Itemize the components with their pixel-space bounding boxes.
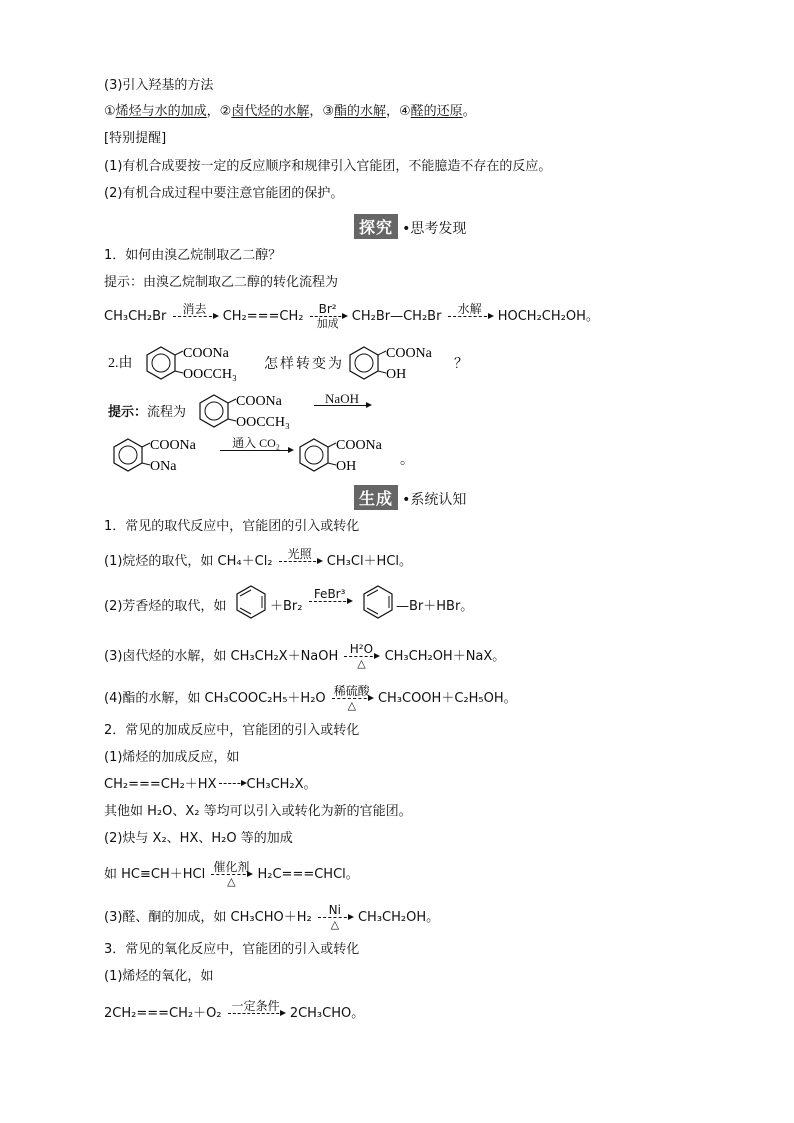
generate-subtitle: •系统认知 xyxy=(402,492,467,508)
svg-text:COONa: COONa xyxy=(150,438,196,453)
arrow-addition: Br² 加成 xyxy=(310,303,346,330)
q2-hint: 提示：流程为 xyxy=(108,404,187,419)
question-1-hint: 提示：由溴乙烷制取乙二醇的转化流程为 xyxy=(104,275,339,290)
q1-conversion-chain: CH₃CH₂Br 消去 CH₂===CH₂ Br² 加成 CH₂Br—CH₂Br 水解 HOCH₂CH₂OH。 xyxy=(104,302,599,330)
svg-text:COONa: COONa xyxy=(236,394,282,409)
alkene-addition-note: 其他如 H₂O、X₂ 等均可以引入或转化为新的官能团。 xyxy=(104,804,412,819)
svg-text:COONa: COONa xyxy=(386,346,432,361)
ester-hydrolysis: (4)酯的水解，如 CH₃COOC₂H₅＋H₂O 稀硫酸 △ CH₃COOH＋C₂H₅OH。 xyxy=(104,684,517,712)
flow-aspirin-structure xyxy=(196,391,311,431)
aspirin-sodium-structure xyxy=(143,343,258,383)
svg-text:COONa: COONa xyxy=(183,346,229,361)
svg-text:OH: OH xyxy=(336,459,357,474)
explore-header xyxy=(354,214,466,239)
benzene-ring-1 xyxy=(233,584,269,620)
aromatic-reagent: ＋Br₂ FeBr³ xyxy=(270,598,353,616)
benzene-ring-2 xyxy=(360,584,396,620)
flow-end: 。 xyxy=(400,453,414,468)
arrow-co2: 通入 CO₂ xyxy=(220,437,292,452)
svg-text:OH: OH xyxy=(386,367,407,382)
svg-text:OOCCH₃: OOCCH₃ xyxy=(236,415,290,430)
salicylate-sodium-structure xyxy=(346,343,451,383)
oxidation-title: 3．常见的氧化反应中，官能团的引入或转化 xyxy=(104,942,360,957)
alkene-oxidation: (1)烯烃的氧化，如 xyxy=(104,969,214,984)
generate-badge: 生成 xyxy=(354,485,398,510)
tip-1: (1)有机合成要按一定的反应顺序和规律引入官能团，不能臆造不存在的反应。 xyxy=(104,159,552,174)
flow-salicylate-structure xyxy=(296,435,401,475)
alkyne-addition-eq: 如 HC≡CH＋HCl 催化剂 △ H₂C===CHCl。 xyxy=(104,860,359,888)
question-1: 1．如何由溴乙烷制取乙二醇？ xyxy=(104,248,282,263)
arrow-elimination: 消去 xyxy=(173,303,217,330)
tip-title: [特别提醒] xyxy=(104,131,167,146)
arrow-naoh: NaOH xyxy=(314,392,370,407)
aromatic-product: —Br＋HBr。 xyxy=(396,599,474,614)
aromatic-substitution: (2)芳香烃的取代，如 xyxy=(104,599,227,614)
addition-title: 2．常见的加成反应中，官能团的引入或转化 xyxy=(104,723,360,738)
flow-phenoxide-structure xyxy=(110,435,225,475)
hydroxyl-methods: ①烯烃与水的加成，②卤代烃的水解，③酯的水解，④醛的还原。 xyxy=(104,104,476,119)
alkane-substitution: (1)烷烃的取代，如 CH₄＋Cl₂ 光照 CH₃Cl＋HCl。 xyxy=(104,547,413,569)
aldehyde-addition: (3)醛、酮的加成，如 CH₃CHO＋H₂ Ni △ CH₃CH₂OH。 xyxy=(104,903,440,931)
alkene-addition: (1)烯烃的加成反应，如 xyxy=(104,750,240,765)
alkyne-addition: (2)炔与 X₂、HX、H₂O 等的加成 xyxy=(104,831,293,846)
svg-text:COONa: COONa xyxy=(336,438,382,453)
alkene-oxidation-eq: 2CH₂===CH₂＋O₂ 一定条件 2CH₃CHO。 xyxy=(104,999,365,1021)
svg-text:ONa: ONa xyxy=(150,459,177,474)
substitution-title: 1．常见的取代反应中，官能团的引入或转化 xyxy=(104,519,360,534)
arrow-hydrolysis: 水解 xyxy=(448,303,492,330)
q2-mid: 怎样转变为 xyxy=(264,357,344,372)
q2-prefix: 2.由 xyxy=(108,356,133,371)
alkene-addition-eq: CH₂===CH₂＋HX CH₃CH₂X。 xyxy=(104,777,317,792)
explore-subtitle: •思考发现 xyxy=(402,221,467,237)
svg-text:OOCCH₃: OOCCH₃ xyxy=(183,367,237,382)
generate-header xyxy=(354,485,466,510)
haloalkane-hydrolysis: (3)卤代烃的水解，如 CH₃CH₂X＋NaOH H²O △ CH₃CH₂OH＋NaX。 xyxy=(104,642,506,670)
explore-badge: 探究 xyxy=(354,214,398,239)
section-title: (3)引入羟基的方法 xyxy=(104,78,214,93)
tip-2: (2)有机合成过程中要注意官能团的保护。 xyxy=(104,186,344,201)
q2-end: ？ xyxy=(454,357,468,372)
